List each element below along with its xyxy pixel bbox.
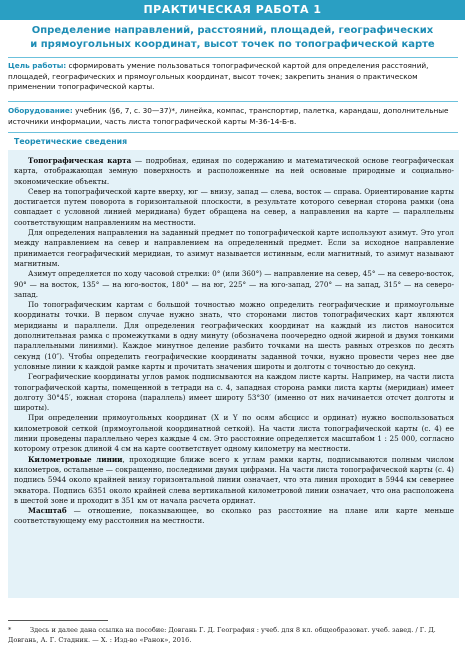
theory-content [14,156,454,527]
work-subtitle [12,24,453,52]
equipment-block [8,106,458,127]
theory-paragraph: Север на топографической карте вверху, юг — внизу, запад — слева, восток — справа. Ориентирование карты достигается путем поворота в горизонтальной плоскости, в результате которого северная сторона рамки (она совпадает с условной линией меридиана) будет обращена на север, а направления на карте — параллельны соответствующим направлениям на местности. [14,186,454,227]
equipment-label: Оборудование: [8,106,73,115]
goal-label: Цель работы: [8,61,67,70]
footnote-mark: * [8,626,12,634]
equipment-text: учебник (§6, 7, с. 30—37)*, линейка, компас, транспортир, палетка, карандаш, дополнительные источники информации, часть листа топографической карты М-36-14-Б-в. [8,106,449,126]
theory-paragraph: При определении прямоугольных координат (X и Y по осям абсцисс и ординат) нужно воспользоваться километровой сеткой (прямоугольной координатной сеткой). На части листа топографической карты (с. 4) ее линии проведены параллельно через каждые 4 см. Это расстояние определяется масштабом 1 : 25 000, согласно которому отрезок длиной 4 см на карте соответствует одному километру на местности. [14,413,454,454]
theory-paragraph: Топографическая карта — подробная, единая по содержанию и математической основе географическая карта, отображающая земную поверхность и расположенные на ней основные природные и социально-экономические объекты. [14,156,455,186]
footnote-text: Здесь и далее дана ссылка на пособие: Довгань Г. Д. География : учеб. для 8 кл. общеобразоват. учеб. завед. / Г. Д. Довгань, А. Г. Стадник. — Х. : Изд-во «Ранок», 2016. [8,626,436,644]
goal-block [8,61,458,93]
page-title: ПРАКТИЧЕСКАЯ РАБОТА 1 [0,0,465,20]
theory-paragraph: По топографическим картам с большой точностью можно определить географические и прямоугольные координаты точки. В первом случае нужно знать, что сторонами листов топографических карт являются меридианы и параллели. Для определения географических координат на каждый из листов наносится дополнительная рамка с промежутками в одну минуту (обозначена поочередно одной жирной и двумя тонкими параллельными линиями). Каждое минутное деление разбито точками на шесть равных отрезков по десять секунд (10″). Чтобы определить географические координаты заданной точки, нужно провести через нее две условные линии к каждой рамке карты и прочитать значения широты и долготы с точностью до секунд. [14,300,454,371]
subtitle-line-1: Определение направлений, расстояний, площадей, географических [31,25,434,36]
subtitle-line-2: и прямоугольных координат, высот точек по топографической карте [30,39,435,50]
divider-top [8,57,458,58]
theory-paragraph: Географические координаты углов рамок подписываются на каждом листе карты. Например, на части листа топографической карты, помещенной в тетради на с. 4, западная сторона рамки листа карты (меридиан) имеет долготу 30°45′, южная сторона (параллель) имеет широту 53°30′ (именно от них начинается отсчет долготы и широты). [14,372,454,413]
theory-paragraph: Азимут определяется по ходу часовой стрелки: 0° (или 360°) — направление на север, 45° — на северо-восток, 90° — на восток, 135° — на юго-восток, 180° — на юг, 225° — на юго-запад, 270° — на запад, 315° — на северо-запад. [14,269,454,299]
divider-middle [8,101,458,102]
goal-text: сформировать умение пользоваться топографической картой для определения расстояний, площадей, географических и прямоугольных координат, высот точек; закрепить знания о практическом применении топографической карты. [8,61,429,91]
theory-paragraph: Масштаб — отношение, показывающее, во сколько раз расстояние на плане или карте меньше соответствующему ему расстояния на местности. [14,506,454,526]
theory-paragraph: Для определения направления на заданный предмет по топографической карте используют азимут. Это угол между направлением на север и направлением на определенный предмет. Если за исходное направление принимается географический меридиан, то азимут называется истинным, если магнитный, то азимут называют магнитным. [14,228,454,268]
theory-heading: Теоретические сведения [14,137,128,146]
footnote [8,626,458,645]
theory-paragraph: Километровые линии, проходящие ближе всего к углам рамки карты, подписываются полным числом километров, остальные — сокращенно, последними двумя цифрами. На части листа топографической карты (с. 4) подпись 5944 около крайней внизу горизонтальной линии означает, что эта линия проходит в 5944 км севернее экватора. Подпись 6351 около крайней слева вертикальной километровой линии означает, что она расположена в шестой зоне и проходит в 351 км от начала расчета ординат. [14,454,455,505]
footnote-rule [8,620,108,621]
divider-bottom [8,132,458,133]
